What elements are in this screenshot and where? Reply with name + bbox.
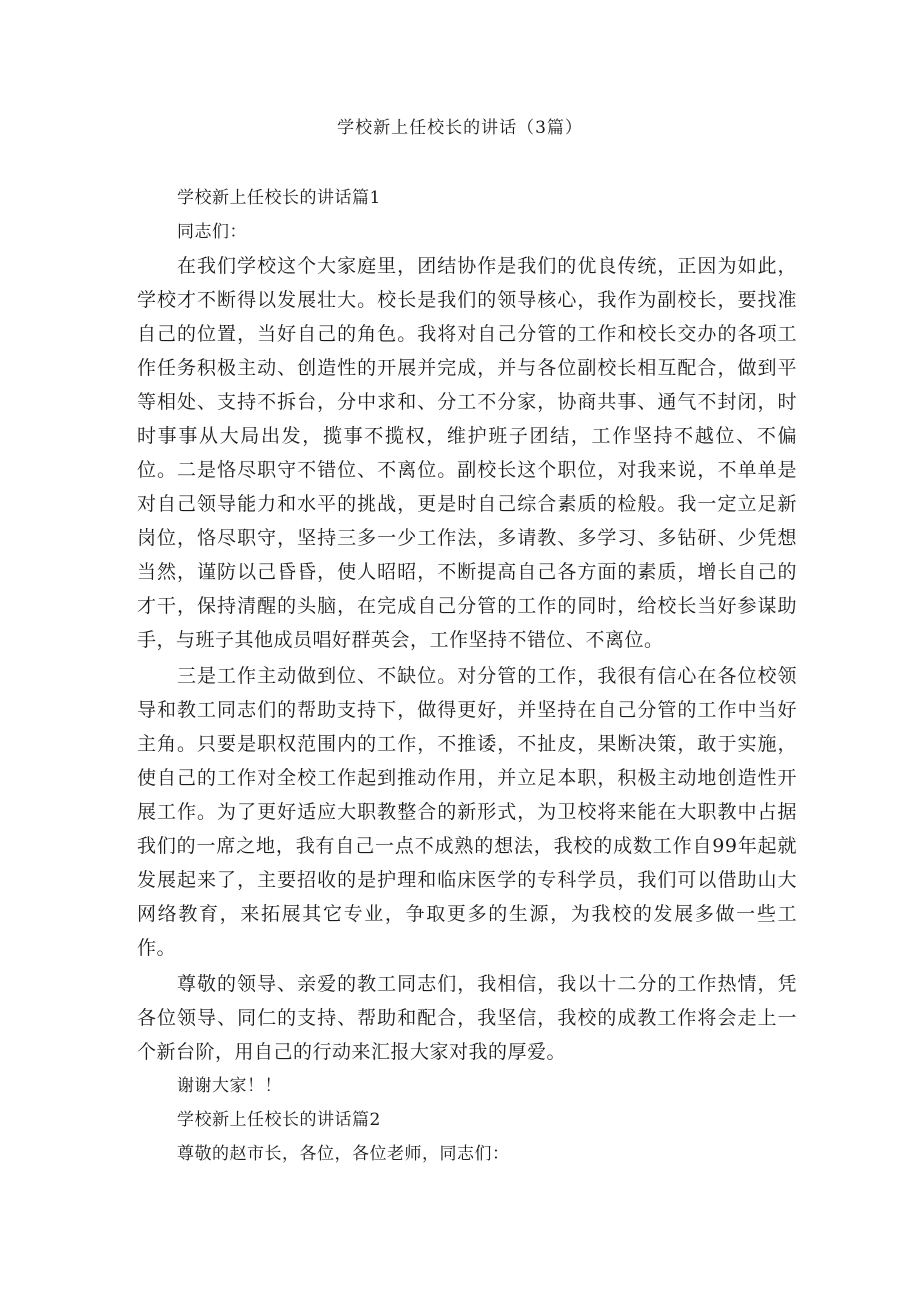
paragraph-2: 三是工作主动做到位、不缺位。对分管的工作，我很有信心在各位校领导和教工同志们的帮助支持下，做得更好，并坚持在自己分管的工作中当好主角。只要是职权范围内的工作，不推诿，不扯皮，果断决策，敢于实施，使自己的工作对全校工作起到推动作用，并立足本职，积极主动地创造性开展工作。为了更好适应大职教整合的新形式，为卫校将来能在大职教中占据我们的一席之地，我有自己一点不成熟的想法，我校的成数工作自99年起就发展起来了，主要招收的是护理和临床医学的专科学员，我们可以借助山大网络教育，来拓展其它专业，争取更多的生源，为我校的发展多做一些工作。	[137, 665, 797, 959]
salutation-2: 尊敬的赵市长，各位，各位老师，同志们：	[177, 1144, 510, 1164]
thanks-line: 谢谢大家！！	[177, 1076, 282, 1096]
document-body	[137, 181, 797, 1171]
section1-heading: 学校新上任校长的讲话篇1	[177, 188, 381, 208]
paragraph-3: 尊敬的领导、亲爱的教工同志们，我相信，我以十二分的工作热情，凭各位领导、同仁的支持、帮助和配合，我坚信，我校的成教工作将会走上一个新台阶，用自己的行动来汇报大家对我的厚爱。	[137, 973, 797, 1063]
section2-heading: 学校新上任校长的讲话篇2	[177, 1110, 381, 1130]
salutation-1: 同志们：	[177, 222, 247, 242]
document-title: 学校新上任校长的讲话（3篇）	[337, 118, 583, 138]
paragraph-1: 在我们学校这个大家庭里，团结协作是我们的优良传统，正因为如此，学校才不断得以发展壮大。校长是我们的领导核心，我作为副校长，要找准自己的位置，当好自己的角色。我将对自己分管的工作和校长交办的各项工作任务积极主动、创造性的开展并完成，并与各位副校长相互配合，做到平等相处、支持不拆台，分中求和、分工不分家，协商共事、通气不封闭，时时事事从大局出发，揽事不揽权，维护班子团结，工作坚持不越位、不偏位。二是恪尽职守不错位、不离位。副校长这个职位，对我来说，不单单是对自己领导能力和水平的挑战，更是时自己综合素质的检般。我一定立足新岗位，恪尽职守，坚持三多一少工作法，多请教、多学习、多钻研、少凭想当然，谨防以己昏昏，使人昭昭，不断提高自己各方面的素质，增长自己的才干，保持清醒的头脑，在完成自己分管的工作的同时，给校长当好参谋助手，与班子其他成员唱好群英会，工作坚持不错位、不离位。	[137, 255, 797, 651]
